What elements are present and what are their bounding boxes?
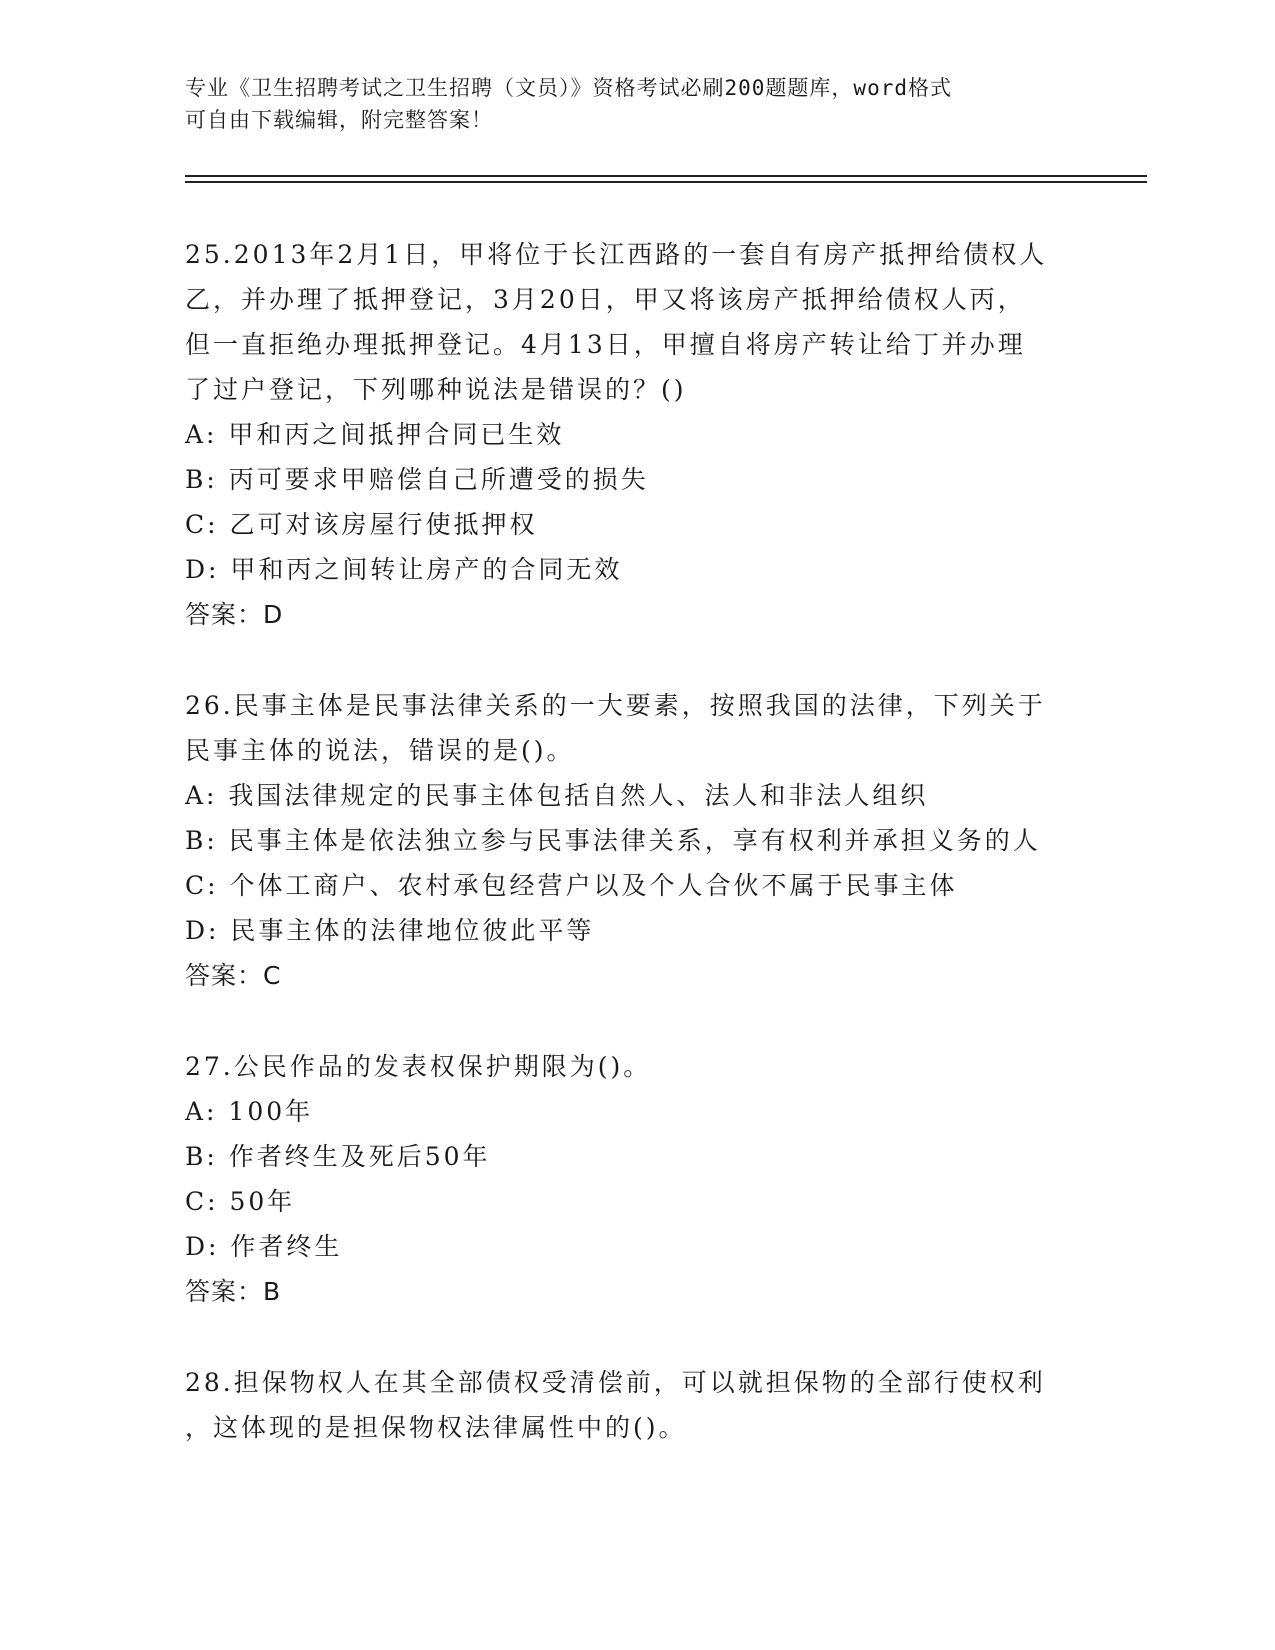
question-stem-line: 乙，并办理了抵押登记，3月20日，甲又将该房产抵押给债权人丙，: [185, 285, 1026, 314]
header-divider-top: [185, 175, 1147, 177]
document-header: [185, 72, 1085, 136]
question-28: [185, 1360, 1105, 1450]
option-d: D: 甲和丙之间转让房产的合同无效: [185, 555, 623, 584]
option-a: A: 我国法律规定的民事主体包括自然人、法人和非法人组织: [185, 781, 929, 810]
answer: 答案：B: [185, 1277, 282, 1306]
question-26: [185, 683, 1105, 998]
answer: 答案：C: [185, 961, 282, 990]
option-c: C: 50年: [185, 1187, 296, 1216]
option-c: C: 乙可对该房屋行使抵押权: [185, 510, 538, 539]
option-a: A: 甲和丙之间抵押合同已生效: [185, 420, 565, 449]
question-list: [185, 232, 1105, 1496]
question-stem-line: 民事主体的说法，错误的是()。: [185, 736, 575, 765]
question-27: [185, 1044, 1105, 1314]
question-stem-line: 27.公民作品的发表权保护期限为()。: [185, 1052, 652, 1081]
header-divider-bottom: [185, 181, 1147, 183]
option-d: D: 民事主体的法律地位彼此平等: [185, 916, 595, 945]
option-c: C: 个体工商户、农村承包经营户以及个人合伙不属于民事主体: [185, 871, 958, 900]
question-stem-line: 25.2013年2月1日，甲将位于长江西路的一套自有房产抵押给债权人: [185, 240, 1048, 269]
question-stem-line: 28.担保物权人在其全部债权受清偿前，可以就担保物的全部行使权利: [185, 1368, 1046, 1397]
option-b: B: 民事主体是依法独立参与民事法律关系，享有权利并承担义务的人: [185, 826, 1041, 855]
question-stem-line: ，这体现的是担保物权法律属性中的()。: [185, 1413, 687, 1442]
option-b: B: 丙可要求甲赔偿自己所遭受的损失: [185, 465, 649, 494]
option-a: A: 100年: [185, 1097, 314, 1126]
header-line-2: 可自由下载编辑，附完整答案！: [185, 108, 493, 132]
question-stem-line: 26.民事主体是民事法律关系的一大要素，按照我国的法律，下列关于: [185, 691, 1046, 720]
question-stem-line: 但一直拒绝办理抵押登记。4月13日，甲擅自将房产转让给丁并办理: [185, 330, 1026, 359]
question-stem-line: 了过户登记，下列哪种说法是错误的？(): [185, 375, 687, 404]
answer: 答案：D: [185, 600, 284, 629]
header-line-1: 专业《卫生招聘考试之卫生招聘（文员）》资格考试必刷200题题库，word格式: [185, 76, 952, 100]
option-d: D: 作者终生: [185, 1232, 343, 1261]
question-25: [185, 232, 1105, 637]
option-b: B: 作者终生及死后50年: [185, 1142, 491, 1171]
